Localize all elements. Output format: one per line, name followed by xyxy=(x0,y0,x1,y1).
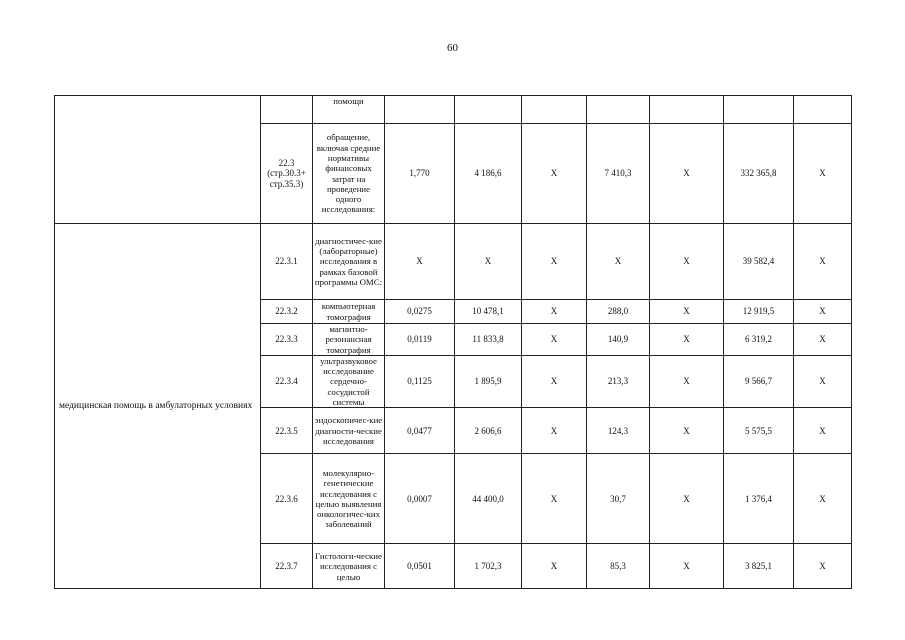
amount-cell: 3 825,1 xyxy=(724,544,794,589)
row-code-cell: 22.3.4 xyxy=(261,355,313,407)
cost-cell: 44 400,0 xyxy=(455,454,522,544)
row-code-cell: 22.3.6 xyxy=(261,454,313,544)
table-row xyxy=(55,96,852,124)
per-capita-cell: 30,7 xyxy=(587,454,650,544)
x-cell: X xyxy=(794,454,852,544)
x-cell: X xyxy=(794,124,852,224)
table-row xyxy=(55,224,852,300)
x-cell: X xyxy=(522,454,587,544)
per-capita-cell xyxy=(587,96,650,124)
cost-cell xyxy=(455,96,522,124)
row-description-cell: диагностичес-кие (лабораторные) исследования в рамках базовой программы ОМС: xyxy=(313,224,385,300)
x-cell: X xyxy=(650,544,724,589)
row-code-cell xyxy=(261,96,313,124)
x-cell xyxy=(794,96,852,124)
per-capita-cell: X xyxy=(587,224,650,300)
cost-cell: 2 606,6 xyxy=(455,408,522,454)
volume-cell: 1,770 xyxy=(385,124,455,224)
per-capita-cell: 213,3 xyxy=(587,355,650,407)
row-description-cell: обращение, включая средние нормативы финансовых затрат на проведение одного исследования: xyxy=(313,124,385,224)
cost-cell: 11 833,8 xyxy=(455,324,522,356)
x-cell: X xyxy=(794,300,852,324)
volume-cell: 0,0007 xyxy=(385,454,455,544)
per-capita-cell: 140,9 xyxy=(587,324,650,356)
cost-cell: 10 478,1 xyxy=(455,300,522,324)
row-description-cell: компьютерная томография xyxy=(313,300,385,324)
row-code-cell: 22.3.7 xyxy=(261,544,313,589)
x-cell: X xyxy=(522,224,587,300)
volume-cell: 0,0119 xyxy=(385,324,455,356)
x-cell: X xyxy=(650,224,724,300)
financing-table xyxy=(54,95,852,589)
volume-cell: 0,0275 xyxy=(385,300,455,324)
volume-cell: 0,1125 xyxy=(385,355,455,407)
x-cell: X xyxy=(794,544,852,589)
per-capita-cell: 7 410,3 xyxy=(587,124,650,224)
x-cell: X xyxy=(650,355,724,407)
row-description-cell: ультразвуковое исследование сердечно-сосудистой системы xyxy=(313,355,385,407)
amount-cell: 39 582,4 xyxy=(724,224,794,300)
x-cell: X xyxy=(522,124,587,224)
x-cell: X xyxy=(650,124,724,224)
cost-cell: 1 702,3 xyxy=(455,544,522,589)
amount-cell: 12 919,5 xyxy=(724,300,794,324)
page-number: 60 xyxy=(447,42,458,54)
cost-cell: 4 186,6 xyxy=(455,124,522,224)
section-label-cell: медицинская помощь в амбулаторных условиях xyxy=(55,224,261,589)
row-description-cell: молекулярно-генетические исследования с целью выявления онкологичес-ких заболеваний xyxy=(313,454,385,544)
x-cell: X xyxy=(794,324,852,356)
row-code-cell: 22.3.2 xyxy=(261,300,313,324)
row-description-cell: помощи xyxy=(313,96,385,124)
x-cell: X xyxy=(522,355,587,407)
volume-cell: 0,0477 xyxy=(385,408,455,454)
x-cell: X xyxy=(650,454,724,544)
x-cell xyxy=(650,96,724,124)
amount-cell xyxy=(724,96,794,124)
row-code-cell: 22.3 (стр.30.3+ стр.35.3) xyxy=(261,124,313,224)
row-code-cell: 22.3.5 xyxy=(261,408,313,454)
volume-cell xyxy=(385,96,455,124)
row-description-cell: эндоскопичес-кие диагности-ческие исследования xyxy=(313,408,385,454)
row-code-cell: 22.3.3 xyxy=(261,324,313,356)
amount-cell: 5 575,5 xyxy=(724,408,794,454)
x-cell: X xyxy=(522,300,587,324)
amount-cell: 9 566,7 xyxy=(724,355,794,407)
x-cell: X xyxy=(650,408,724,454)
cost-cell: X xyxy=(455,224,522,300)
per-capita-cell: 288,0 xyxy=(587,300,650,324)
amount-cell: 6 319,2 xyxy=(724,324,794,356)
x-cell xyxy=(522,96,587,124)
x-cell: X xyxy=(522,408,587,454)
cost-cell: 1 895,9 xyxy=(455,355,522,407)
x-cell: X xyxy=(522,544,587,589)
volume-cell: X xyxy=(385,224,455,300)
row-description-cell: магнитно-резонансная томография xyxy=(313,324,385,356)
row-code-cell: 22.3.1 xyxy=(261,224,313,300)
x-cell: X xyxy=(650,324,724,356)
volume-cell: 0,0501 xyxy=(385,544,455,589)
amount-cell: 332 365,8 xyxy=(724,124,794,224)
per-capita-cell: 85,3 xyxy=(587,544,650,589)
x-cell: X xyxy=(522,324,587,356)
x-cell: X xyxy=(794,224,852,300)
x-cell: X xyxy=(794,355,852,407)
row-description-cell: Гистологи-ческие исследования с целью xyxy=(313,544,385,589)
section-label-cell xyxy=(55,96,261,224)
amount-cell: 1 376,4 xyxy=(724,454,794,544)
x-cell: X xyxy=(650,300,724,324)
per-capita-cell: 124,3 xyxy=(587,408,650,454)
x-cell: X xyxy=(794,408,852,454)
